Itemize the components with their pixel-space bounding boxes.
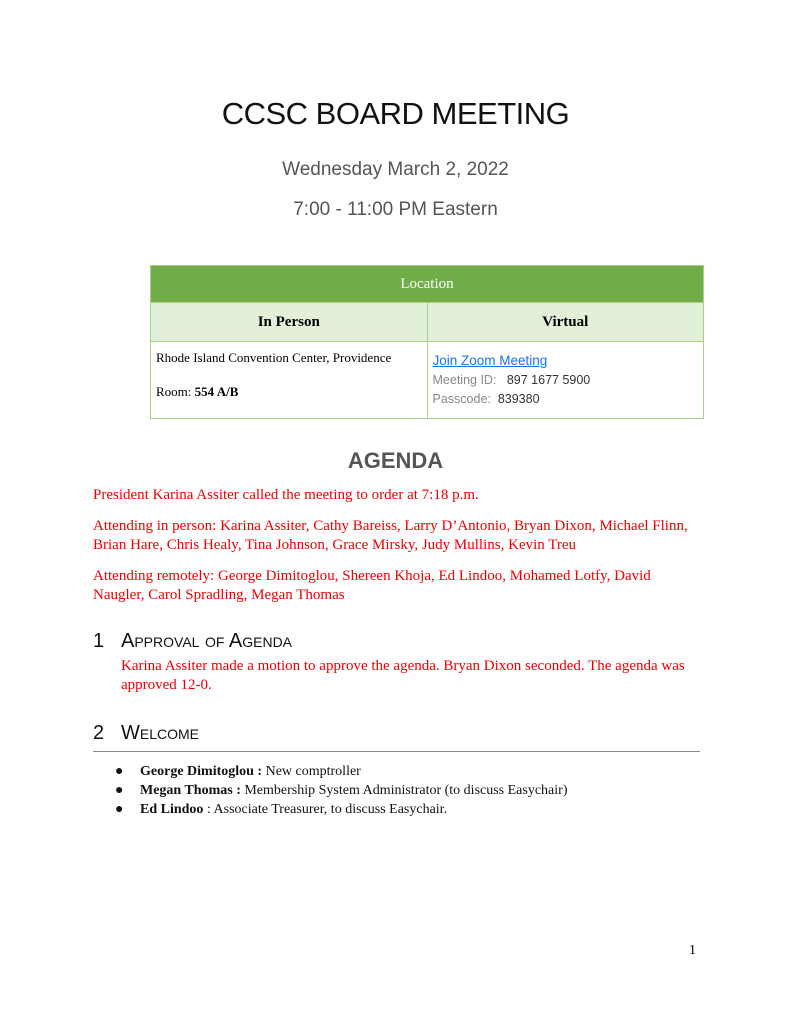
section-title: Welcome [121, 722, 200, 744]
meeting-id-label: Meeting ID: [432, 373, 497, 387]
bullet-icon: ● [115, 783, 124, 798]
in-person-cell [151, 342, 428, 419]
item-name: George Dimitoglou : [140, 764, 263, 779]
section-2-heading [93, 722, 199, 745]
passcode-label: Passcode: [432, 392, 491, 406]
section-title: Approval of Agenda [121, 630, 293, 652]
section-number: 2 [93, 722, 105, 744]
meeting-date: Wednesday March 2, 2022 [282, 159, 509, 180]
join-zoom-link[interactable]: Join Zoom Meeting [432, 353, 548, 368]
item-name: Ed Lindoo [140, 802, 204, 817]
item-name: Megan Thomas : [140, 783, 241, 798]
bullet-icon: ● [115, 802, 124, 817]
room: 554 A/B [194, 384, 239, 399]
passcode: 839380 [497, 392, 540, 406]
virtual-cell [427, 342, 704, 419]
section-1-text: Karina Assiter made a motion to approve the agenda. Bryan Dixon seconded. The agenda was approved 12-0. [121, 658, 685, 693]
item-desc: New comptroller [262, 764, 361, 779]
attending-in-person-note: Attending in person: Karina Assiter, Cathy Bareiss, Larry D’Antonio, Bryan Dixon, Michael Flinn, Brian Hare, Chris Healy, Tina Johnson, Grace Mirsky, Judy Mullins, Kevin Treu [93, 518, 688, 553]
attending-remotely-note: Attending remotely: George Dimitoglou, Shereen Khoja, Ed Lindoo, Mohamed Lotfy, David Naugler, Carol Spradling, Megan Thomas [93, 568, 651, 603]
item-desc: Membership System Administrator (to discuss Easychair) [240, 783, 568, 798]
section-number: 1 [93, 630, 105, 652]
page-number: 1 [689, 943, 696, 958]
bullet-icon: ● [115, 764, 124, 779]
call-to-order-note: President Karina Assiter called the meeting to order at 7:18 p.m. [93, 487, 479, 503]
welcome-list-item [115, 764, 361, 780]
room-label: Room: [156, 384, 192, 399]
location-header: Location [151, 266, 704, 303]
welcome-list-item [115, 783, 567, 799]
page-title: CCSC BOARD MEETING [221, 96, 570, 131]
meeting-time: 7:00 - 11:00 PM Eastern [293, 199, 498, 220]
welcome-list-item [115, 802, 447, 818]
virtual-header: Virtual [427, 303, 704, 342]
in-person-header: In Person [151, 303, 428, 342]
meeting-id: 897 1677 5900 [506, 373, 591, 387]
location-table [150, 265, 704, 419]
agenda-heading: AGENDA [347, 448, 444, 473]
venue: Rhode Island Convention Center, Providence [156, 350, 392, 365]
item-desc: : Associate Treasurer, to discuss Easychair. [203, 802, 448, 817]
section-divider [93, 751, 700, 752]
section-1-heading [93, 630, 292, 653]
